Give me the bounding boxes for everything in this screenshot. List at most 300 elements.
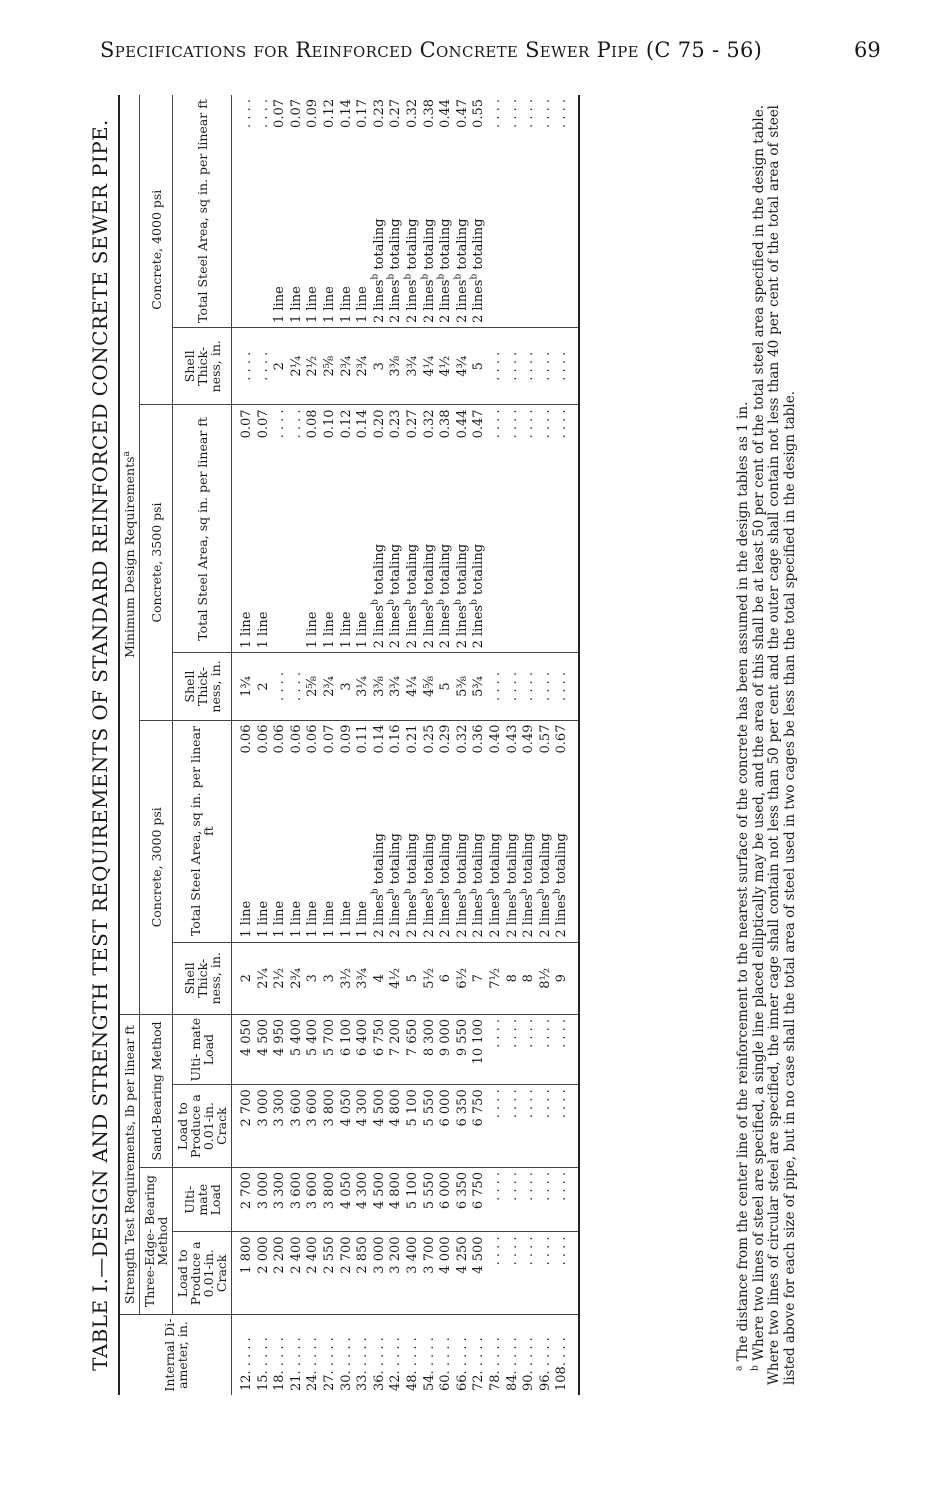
- steel-lines-3000: 2 lines$^b$ totaling: [453, 833, 470, 938]
- shell-3500-cell: 5⅜: [455, 653, 472, 720]
- steel-cell-4000: [305, 95, 322, 328]
- steel-cell-4000: [438, 95, 455, 328]
- table-row: [372, 95, 389, 1395]
- diameter-cell: 33. . . . .: [355, 1337, 371, 1391]
- steel-cell-3500: [272, 405, 289, 653]
- table-row: [455, 95, 472, 1395]
- steel-cell-4000: [455, 95, 472, 328]
- steel-area-3500: . . . .: [554, 409, 570, 439]
- sb-ultimate-cell: . . . .: [521, 1014, 538, 1084]
- steel-wrap-3000: [455, 725, 472, 938]
- steel-lines-3000: 2 lines$^b$ totaling: [519, 833, 537, 938]
- steel-area-3500: . . . .: [537, 409, 553, 439]
- te-ultimate-cell: 5 550: [422, 1167, 439, 1232]
- steel-wrap-3500: [339, 409, 356, 648]
- footnote-b-ref: b: [453, 273, 464, 280]
- steel-lines-3000: 2 lines$^b$ totaling: [552, 833, 570, 938]
- steel-wrap-3000: [355, 725, 372, 938]
- steel-wrap-3000: [554, 725, 571, 938]
- te-load-crack-cell: 2 000: [256, 1232, 273, 1315]
- diameter-cell: 12. . . . .: [239, 1337, 254, 1391]
- header-three-edge: Three-Edge- Bearing Method: [140, 1167, 173, 1314]
- steel-cell-4000: [355, 95, 372, 328]
- steel-cell-3500: [305, 405, 322, 653]
- te-ultimate-cell: 6 000: [438, 1167, 455, 1232]
- sb-load-crack-cell: . . . .: [505, 1085, 522, 1168]
- header-steel-4000: Total Steel Area, sq in. per linear ft: [173, 95, 232, 328]
- shell-3000-cell: 8: [521, 942, 538, 1014]
- steel-cell-3500: [471, 405, 488, 653]
- steel-cell-3500: [232, 405, 256, 653]
- footnote-b-ref: b: [552, 888, 563, 895]
- steel-wrap-3000: [322, 725, 339, 938]
- sb-ultimate-cell: . . . .: [488, 1014, 505, 1084]
- steel-lines-4000: 2 lines$^b$ totaling: [420, 218, 437, 323]
- shell-3000-cell: 3: [322, 942, 339, 1014]
- table-row: [339, 95, 356, 1395]
- rotated-table-block: [84, 95, 844, 1395]
- sb-load-crack-cell: 6 350: [455, 1085, 472, 1168]
- steel-wrap-3500: [355, 409, 372, 648]
- footnote-a: [736, 105, 752, 1385]
- te-load-crack-cell: 2 550: [322, 1232, 339, 1315]
- shell-4000-cell: . . . .: [232, 328, 256, 405]
- steel-area-3000: 0.06: [305, 724, 321, 754]
- shell-3500-cell: . . . .: [538, 653, 555, 720]
- steel-wrap-3500: [322, 409, 339, 648]
- sb-ultimate-cell: 9 000: [438, 1014, 455, 1084]
- steel-wrap-4000: [322, 99, 339, 323]
- steel-lines-3500: 1 line: [239, 611, 254, 649]
- steel-cell-3000: [339, 720, 356, 942]
- steel-lines-4000: 1 line: [338, 286, 354, 323]
- diameter-cell: 36. . . . .: [371, 1337, 387, 1391]
- diameter-cell: 18. . . . .: [272, 1337, 288, 1391]
- steel-area-3500: 0.27: [404, 409, 420, 439]
- steel-area-4000: 0.47: [454, 99, 470, 128]
- steel-area-3500: 0.47: [471, 409, 487, 439]
- sb-load-crack-cell: 6 000: [438, 1085, 455, 1168]
- shell-4000-cell: 3⅜: [388, 328, 405, 405]
- sb-load-crack-cell: . . . .: [488, 1085, 505, 1168]
- steel-area-3000: 0.16: [388, 724, 404, 754]
- steel-lines-3500: 2 lines$^b$ totaling: [453, 543, 470, 649]
- sb-ultimate-cell: 7 200: [388, 1014, 405, 1084]
- steel-area-4000: 0.07: [288, 99, 304, 128]
- steel-wrap-3500: [505, 409, 522, 648]
- footnote-b-ref: b: [469, 888, 480, 895]
- steel-cell-3000: [289, 720, 306, 942]
- steel-cell-4000: [289, 95, 306, 328]
- steel-wrap-3000: [422, 725, 439, 938]
- steel-wrap-3500: [256, 409, 273, 648]
- table-row: [405, 95, 422, 1395]
- steel-cell-3500: [372, 405, 389, 653]
- sb-ultimate-cell: 9 550: [455, 1014, 472, 1084]
- te-ultimate-cell: 3 000: [256, 1167, 273, 1232]
- te-ultimate-cell: 6 750: [471, 1167, 488, 1232]
- steel-lines-3500: 2 lines$^b$ totaling: [403, 543, 420, 649]
- steel-area-3500: . . . .: [288, 409, 304, 439]
- diameter-cell: 27. . . . .: [321, 1337, 337, 1391]
- steel-area-3000: 0.21: [404, 724, 420, 754]
- sb-load-crack-cell: . . . .: [538, 1085, 555, 1168]
- footnote-b-ref: b: [370, 599, 381, 605]
- steel-wrap-3000: [505, 725, 522, 938]
- steel-area-4000: 0.17: [355, 99, 371, 128]
- steel-cell-3000: [488, 720, 505, 942]
- steel-cell-3000: [372, 720, 389, 942]
- steel-area-3000: 0.25: [421, 724, 437, 754]
- shell-4000-cell: 4¾: [455, 328, 472, 405]
- shell-3500-cell: 1¾: [232, 653, 256, 720]
- table-row: [272, 95, 289, 1395]
- steel-lines-3000: 2 lines$^b$ totaling: [370, 833, 387, 938]
- steel-cell-3500: [488, 405, 505, 653]
- steel-cell-3000: [521, 720, 538, 942]
- header-sb-ultimate: Ulti- mate Load: [173, 1014, 232, 1084]
- table-row: [289, 95, 306, 1395]
- steel-area-4000: 0.27: [388, 99, 404, 128]
- footnote-b-ref: b: [453, 888, 464, 895]
- steel-area-3500: . . . .: [504, 409, 520, 439]
- te-ultimate-cell: 3 800: [322, 1167, 339, 1232]
- steel-area-3500: 0.20: [371, 409, 387, 439]
- te-load-crack-cell: . . . .: [538, 1232, 555, 1315]
- steel-wrap-4000: [422, 99, 439, 323]
- table-row: [305, 95, 322, 1395]
- footnote-b-ref: b: [403, 888, 414, 895]
- te-ultimate-cell: . . . .: [488, 1167, 505, 1232]
- steel-cell-3500: [422, 405, 439, 653]
- shell-3000-cell: 7: [471, 942, 488, 1014]
- te-load-crack-cell: 3 400: [405, 1232, 422, 1315]
- steel-wrap-3000: [488, 725, 505, 938]
- steel-cell-3500: [455, 405, 472, 653]
- steel-area-4000: . . . .: [521, 99, 537, 128]
- sb-load-crack-cell: 3 600: [305, 1085, 322, 1168]
- steel-cell-3500: [355, 405, 372, 653]
- steel-cell-3500: [538, 405, 555, 653]
- te-ultimate-cell: . . . .: [538, 1167, 555, 1232]
- steel-wrap-4000: [289, 99, 306, 323]
- shell-3000-cell: 2: [232, 942, 256, 1014]
- te-ultimate-cell: . . . .: [554, 1167, 579, 1232]
- header-strength: Strength Test Requirements, lb per linear ft: [119, 1014, 140, 1314]
- shell-3500-cell: . . . .: [521, 653, 538, 720]
- steel-lines-4000: 1 line: [272, 286, 288, 323]
- te-ultimate-cell: 5 100: [405, 1167, 422, 1232]
- sb-load-crack-cell: 5 550: [422, 1085, 439, 1168]
- steel-cell-4000: [272, 95, 289, 328]
- steel-lines-3500: 1 line: [255, 611, 271, 649]
- te-ultimate-cell: 4 050: [339, 1167, 356, 1232]
- shell-3500-cell: 2¾: [322, 653, 339, 720]
- steel-wrap-4000: [239, 99, 256, 323]
- steel-cell-3000: [305, 720, 322, 942]
- running-head: Specifications for Reinforced Concrete Sewer Pipe (C 75 - 56): [100, 38, 763, 62]
- steel-area-3000: 0.06: [239, 724, 254, 754]
- shell-3000-cell: 2½: [272, 942, 289, 1014]
- shell-3000-cell: 2¼: [256, 942, 273, 1014]
- steel-lines-3000: 2 lines$^b$ totaling: [536, 833, 553, 938]
- footnote-a-text: The distance from the center line of the reinforcement to the nearest surface of the concrete has been assumed in the design tables as 1 in.: [735, 401, 751, 1362]
- steel-wrap-4000: [554, 99, 571, 323]
- steel-lines-4000: 1 line: [355, 286, 371, 323]
- header-steel-3500: Total Steel Area, sq in. per linear ft: [173, 405, 232, 653]
- te-load-crack-cell: 2 850: [355, 1232, 372, 1315]
- te-ultimate-cell: 3 600: [289, 1167, 306, 1232]
- steel-wrap-3500: [521, 409, 538, 648]
- steel-area-4000: 0.44: [438, 99, 454, 128]
- shell-3000-cell: 4: [372, 942, 389, 1014]
- steel-lines-3500: 2 lines$^b$ totaling: [387, 543, 404, 649]
- steel-cell-4000: [554, 95, 579, 328]
- sb-ultimate-cell: 10 100: [471, 1014, 488, 1084]
- steel-area-4000: . . . .: [537, 99, 553, 128]
- steel-area-3500: 0.07: [255, 409, 271, 439]
- sb-load-crack-cell: 2 700: [232, 1085, 256, 1168]
- steel-cell-3000: [232, 720, 256, 942]
- steel-area-3500: 0.08: [305, 409, 321, 439]
- steel-lines-3000: 2 lines$^b$ totaling: [486, 833, 503, 938]
- steel-cell-3500: [256, 405, 273, 653]
- steel-cell-3000: [322, 720, 339, 942]
- te-load-crack-cell: 4 250: [455, 1232, 472, 1315]
- shell-3000-cell: 3¾: [355, 942, 372, 1014]
- footnotes: [736, 105, 798, 1385]
- steel-lines-3500: 1 line: [355, 611, 371, 649]
- table-row: [388, 95, 405, 1395]
- steel-area-4000: 0.14: [338, 99, 354, 128]
- te-ultimate-cell: 4 800: [388, 1167, 405, 1232]
- shell-3500-cell: 5¾: [471, 653, 488, 720]
- diameter-cell: 66. . . . .: [454, 1337, 470, 1391]
- steel-lines-3500: 1 line: [321, 611, 337, 649]
- steel-wrap-3000: [372, 725, 389, 938]
- diameter-cell: 90. . . . .: [521, 1337, 537, 1391]
- steel-wrap-3000: [521, 725, 538, 938]
- footnote-a-mark: a: [734, 1365, 745, 1371]
- te-ultimate-cell: 2 700: [232, 1167, 256, 1232]
- footnote-b-mark: b: [750, 1365, 760, 1371]
- steel-cell-3500: [505, 405, 522, 653]
- shell-3000-cell: 8½: [538, 942, 555, 1014]
- sb-ultimate-cell: . . . .: [538, 1014, 555, 1084]
- diameter-cell: 84. . . . .: [504, 1337, 520, 1391]
- te-load-crack-cell: 3 700: [422, 1232, 439, 1315]
- header-sand-bearing: Sand-Bearing Method: [140, 1014, 173, 1167]
- shell-4000-cell: 5: [471, 328, 488, 405]
- shell-3000-cell: 4½: [388, 942, 405, 1014]
- steel-cell-3000: [455, 720, 472, 942]
- steel-area-3500: . . . .: [487, 409, 503, 439]
- steel-wrap-4000: [372, 99, 389, 323]
- steel-wrap-3500: [538, 409, 555, 648]
- shell-4000-cell: 2½: [305, 328, 322, 405]
- header-shell-3500: Shell Thick- ness, in.: [173, 653, 232, 720]
- steel-cell-3500: [554, 405, 579, 653]
- shell-3500-cell: 3⅜: [372, 653, 389, 720]
- steel-wrap-3500: [438, 409, 455, 648]
- steel-wrap-4000: [339, 99, 356, 323]
- te-load-crack-cell: 4 500: [471, 1232, 488, 1315]
- steel-wrap-4000: [505, 99, 522, 323]
- shell-4000-cell: 2¾: [355, 328, 372, 405]
- header-shell-3000: Shell Thick- ness, in.: [173, 942, 232, 1014]
- shell-4000-cell: 4½: [438, 328, 455, 405]
- steel-lines-3000: 1 line: [321, 900, 337, 938]
- steel-cell-3000: [554, 720, 579, 942]
- header-te-ultimate: Ulti- mate Load: [173, 1167, 232, 1232]
- sb-ultimate-cell: 7 650: [405, 1014, 422, 1084]
- shell-3000-cell: 6: [438, 942, 455, 1014]
- shell-4000-cell: . . . .: [505, 328, 522, 405]
- steel-lines-3000: 2 lines$^b$ totaling: [387, 833, 404, 938]
- steel-wrap-4000: [455, 99, 472, 323]
- steel-wrap-3000: [471, 725, 488, 938]
- steel-area-3000: 0.40: [487, 724, 503, 754]
- sb-load-crack-cell: . . . .: [554, 1085, 579, 1168]
- steel-cell-3000: [405, 720, 422, 942]
- diameter-cell: 78. . . . .: [487, 1337, 503, 1391]
- steel-wrap-4000: [405, 99, 422, 323]
- steel-wrap-3500: [455, 409, 472, 648]
- footnote-b-ref: b: [420, 599, 431, 605]
- steel-area-3500: . . . .: [521, 409, 537, 439]
- steel-lines-4000: 1 line: [288, 286, 304, 323]
- steel-lines-4000: 2 lines$^b$ totaling: [453, 218, 470, 323]
- sb-load-crack-cell: 4 500: [372, 1085, 389, 1168]
- steel-cell-4000: [322, 95, 339, 328]
- table-row: [554, 95, 579, 1395]
- steel-wrap-3500: [372, 409, 389, 648]
- steel-area-3000: 0.67: [554, 724, 570, 754]
- footnote-b-ref: b: [503, 888, 514, 895]
- steel-cell-4000: [339, 95, 356, 328]
- steel-area-4000: 0.07: [272, 99, 288, 128]
- sb-ultimate-cell: 5 400: [289, 1014, 306, 1084]
- shell-3000-cell: 9: [554, 942, 579, 1014]
- steel-wrap-3500: [471, 409, 488, 648]
- diameter-cell: 21. . . . .: [288, 1337, 304, 1391]
- shell-3500-cell: . . . .: [554, 653, 579, 720]
- shell-3500-cell: 2⅝: [305, 653, 322, 720]
- shell-4000-cell: . . . .: [554, 328, 579, 405]
- shell-4000-cell: 2¾: [339, 328, 356, 405]
- steel-wrap-3000: [388, 725, 405, 938]
- steel-wrap-4000: [305, 99, 322, 323]
- diameter-cell: 48. . . . .: [404, 1337, 420, 1391]
- shell-4000-cell: . . . .: [538, 328, 555, 405]
- steel-area-4000: . . . .: [487, 99, 503, 128]
- diameter-cell: 108. . . .: [554, 1315, 579, 1395]
- te-load-crack-cell: . . . .: [554, 1232, 579, 1315]
- steel-wrap-4000: [471, 99, 488, 323]
- sb-ultimate-cell: . . . .: [554, 1014, 579, 1084]
- sb-load-crack-cell: 4 050: [339, 1085, 356, 1168]
- sb-load-crack-cell: . . . .: [521, 1085, 538, 1168]
- te-load-crack-cell: . . . .: [521, 1232, 538, 1315]
- sb-load-crack-cell: 3 800: [322, 1085, 339, 1168]
- steel-cell-4000: [471, 95, 488, 328]
- shell-3500-cell: 5: [438, 653, 455, 720]
- steel-wrap-3000: [239, 725, 256, 938]
- steel-area-4000: 0.32: [404, 99, 420, 128]
- te-ultimate-cell: . . . .: [505, 1167, 522, 1232]
- steel-cell-3000: [355, 720, 372, 942]
- te-ultimate-cell: 4 300: [355, 1167, 372, 1232]
- steel-wrap-4000: [355, 99, 372, 323]
- steel-wrap-4000: [538, 99, 555, 323]
- diameter-cell: 54. . . . .: [421, 1337, 437, 1391]
- steel-area-4000: . . . .: [239, 99, 254, 128]
- steel-cell-3500: [405, 405, 422, 653]
- table-row: [438, 95, 455, 1395]
- footnote-b-ref: b: [403, 273, 414, 280]
- steel-wrap-3000: [305, 725, 322, 938]
- steel-area-3000: 0.32: [454, 724, 470, 754]
- table-row: [505, 95, 522, 1395]
- table-row: [232, 95, 256, 1395]
- steel-cell-4000: [372, 95, 389, 328]
- steel-wrap-3000: [272, 725, 289, 938]
- steel-lines-3000: 1 line: [338, 900, 354, 938]
- steel-wrap-4000: [256, 99, 273, 323]
- table-row: [422, 95, 439, 1395]
- steel-cell-3000: [388, 720, 405, 942]
- steel-wrap-3000: [538, 725, 555, 938]
- steel-lines-3000: 1 line: [239, 900, 254, 938]
- steel-cell-3500: [521, 405, 538, 653]
- steel-cell-3000: [256, 720, 273, 942]
- footnote-b-ref: b: [436, 599, 447, 605]
- steel-area-3000: 0.06: [272, 724, 288, 754]
- steel-lines-3000: 1 line: [272, 900, 288, 938]
- header-shell-4000: Shell Thick- ness, in.: [173, 328, 232, 405]
- steel-area-4000: . . . .: [504, 99, 520, 128]
- steel-area-3000: 0.36: [471, 724, 487, 754]
- te-ultimate-cell: 6 350: [455, 1167, 472, 1232]
- diameter-cell: 42. . . . .: [388, 1337, 404, 1391]
- steel-area-3000: 0.06: [288, 724, 304, 754]
- steel-lines-3500: 1 line: [305, 611, 321, 649]
- te-ultimate-cell: 3 600: [305, 1167, 322, 1232]
- sb-ultimate-cell: 6 100: [339, 1014, 356, 1084]
- shell-4000-cell: 3¾: [405, 328, 422, 405]
- steel-area-3000: 0.06: [255, 724, 271, 754]
- steel-area-3000: 0.49: [521, 724, 537, 754]
- steel-area-4000: 0.12: [321, 99, 337, 128]
- diameter-cell: 60. . . . .: [438, 1337, 454, 1391]
- steel-lines-3000: 1 line: [355, 900, 371, 938]
- diameter-cell: 15. . . . .: [255, 1337, 271, 1391]
- footnote-b-ref: b: [420, 273, 431, 280]
- te-load-crack-cell: 4 000: [438, 1232, 455, 1315]
- steel-lines-4000: 2 lines$^b$ totaling: [387, 218, 404, 323]
- footnote-b-ref: b: [536, 888, 547, 895]
- diameter-cell: 72. . . . .: [471, 1337, 487, 1391]
- header-diameter: Internal Di- ameter, in.: [119, 1315, 232, 1395]
- header-steel-3000: Total Steel Area, sq in. per linear ft: [173, 720, 232, 942]
- steel-lines-4000: 2 lines$^b$ totaling: [370, 218, 387, 323]
- shell-4000-cell: 2: [272, 328, 289, 405]
- steel-cell-4000: [232, 95, 256, 328]
- steel-cell-3000: [438, 720, 455, 942]
- sb-ultimate-cell: 4 050: [232, 1014, 256, 1084]
- footnote-b-ref: b: [436, 888, 447, 895]
- te-load-crack-cell: 2 200: [272, 1232, 289, 1315]
